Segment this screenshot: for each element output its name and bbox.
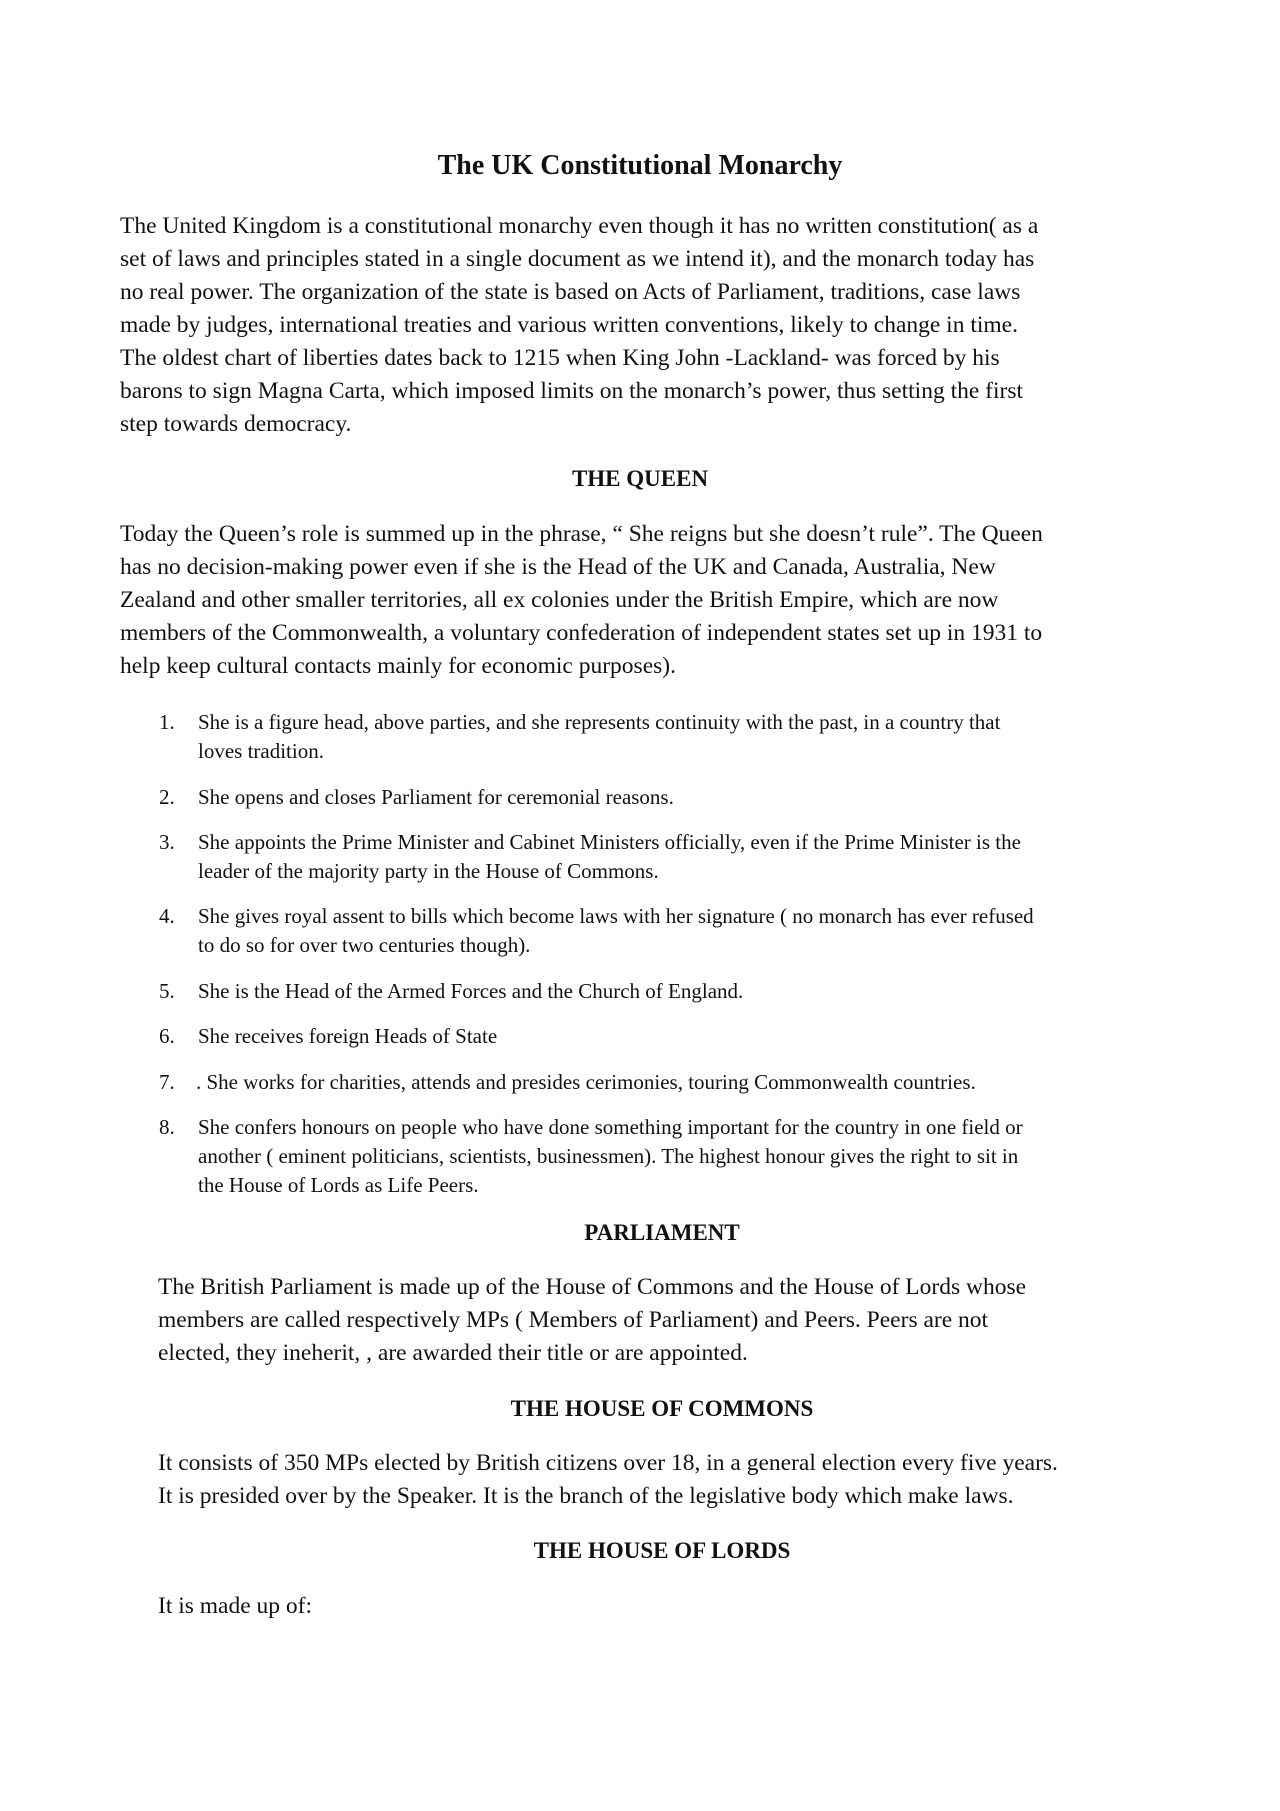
- section-heading-parliament: PARLIAMENT: [584, 1220, 740, 1245]
- list-item-line: She is a figure head, above parties, and she represents continuity with the past, in a country that: [198, 710, 1001, 734]
- commons-paragraph: [158, 1447, 1058, 1513]
- paragraph-line: set of laws and principles stated in a single document as we intend it), and the monarch today has: [120, 246, 1035, 272]
- paragraph-line: help keep cultural contacts mainly for economic purposes).: [120, 653, 676, 679]
- list-item-line: She appoints the Prime Minister and Cabinet Ministers officially, even if the Prime Minister is the: [198, 830, 1021, 854]
- list-item-text: [196, 1068, 1186, 1097]
- list-item-text: [198, 1022, 1188, 1051]
- paragraph-line: members are called respectively MPs ( Members of Parliament) and Peers. Peers are not: [158, 1307, 989, 1333]
- section-heading-commons: THE HOUSE OF COMMONS: [510, 1396, 814, 1421]
- parliament-paragraph: [158, 1271, 1026, 1370]
- list-item-line: She gives royal assent to bills which become laws with her signature ( no monarch has ever refused: [198, 904, 1034, 928]
- list-item-line: the House of Lords as Life Peers.: [198, 1173, 479, 1197]
- list-item-text: [198, 902, 1188, 960]
- list-item-line: leader of the majority party in the House of Commons.: [198, 859, 659, 883]
- list-item-text: [198, 1113, 1188, 1200]
- list-item-number: 8.: [159, 1115, 175, 1139]
- list-item-line: She receives foreign Heads of State: [198, 1024, 498, 1048]
- list-item-line: She confers honours on people who have done something important for the country in one field or: [198, 1115, 1023, 1139]
- paragraph-line: barons to sign Magna Carta, which imposed limits on the monarch’s power, thus setting the first: [120, 378, 1024, 404]
- queen-paragraph: [120, 518, 1043, 683]
- list-item-number: 6.: [159, 1024, 175, 1048]
- paragraph-line: members of the Commonwealth, a voluntary confederation of independent states set up in 1931 to: [120, 620, 1043, 646]
- paragraph-line: The British Parliament is made up of the House of Commons and the House of Lords whose: [158, 1274, 1027, 1300]
- intro-paragraph: [120, 210, 1038, 441]
- paragraph-line: It consists of 350 MPs elected by British citizens over 18, in a general election every five years.: [158, 1450, 1058, 1476]
- list-item-number: 1.: [159, 710, 175, 734]
- lords-paragraph: [158, 1590, 312, 1623]
- paragraph-line: The oldest chart of liberties dates back to 1215 when King John -Lackland- was forced by his: [120, 345, 1000, 371]
- list-item-line: . She works for charities, attends and presides cerimonies, touring Commonwealth countries.: [196, 1070, 976, 1094]
- paragraph-line: no real power. The organization of the state is based on Acts of Parliament, traditions, case laws: [120, 279, 1021, 305]
- list-item-number: 5.: [159, 979, 175, 1003]
- list-item-text: [198, 828, 1188, 886]
- section-heading-lords: THE HOUSE OF LORDS: [533, 1538, 791, 1563]
- list-item-line: to do so for over two centuries though).: [198, 933, 531, 957]
- list-item-line: another ( eminent politicians, scientists, businessmen). The highest honour gives the right to sit in: [198, 1144, 1019, 1168]
- paragraph-line: step towards democracy.: [120, 411, 352, 437]
- paragraph-line: made by judges, international treaties and various written conventions, likely to change in time.: [120, 312, 1018, 338]
- paragraph-line: It is presided over by the Speaker. It is the branch of the legislative body which make laws.: [158, 1483, 1014, 1509]
- list-item-number: 7.: [159, 1070, 175, 1094]
- list-item-line: She opens and closes Parliament for ceremonial reasons.: [198, 785, 674, 809]
- paragraph-line: The United Kingdom is a constitutional monarchy even though it has no written constitution( as a: [120, 213, 1039, 239]
- paragraph-line: elected, they ineherit, , are awarded their title or are appointed.: [158, 1340, 748, 1366]
- list-item-number: 3.: [159, 830, 175, 854]
- list-item-line: She is the Head of the Armed Forces and the Church of England.: [198, 979, 744, 1003]
- list-item-number: 2.: [159, 785, 175, 809]
- list-item-text: [198, 977, 1188, 1006]
- page-title: The UK Constitutional Monarchy: [437, 150, 843, 181]
- list-item-line: loves tradition.: [198, 739, 324, 763]
- list-item-text: [198, 783, 1188, 812]
- list-item-text: [198, 708, 1188, 766]
- paragraph-line: has no decision-making power even if she is the Head of the UK and Canada, Australia, New: [120, 554, 996, 580]
- paragraph-line: Zealand and other smaller territories, all ex colonies under the British Empire, which are now: [120, 587, 999, 613]
- paragraph-line: Today the Queen’s role is summed up in the phrase, “ She reigns but she doesn’t rule”. The Queen: [120, 521, 1043, 547]
- list-item-number: 4.: [159, 904, 175, 928]
- paragraph-line: It is made up of:: [158, 1593, 313, 1619]
- section-heading-queen: THE QUEEN: [571, 466, 709, 491]
